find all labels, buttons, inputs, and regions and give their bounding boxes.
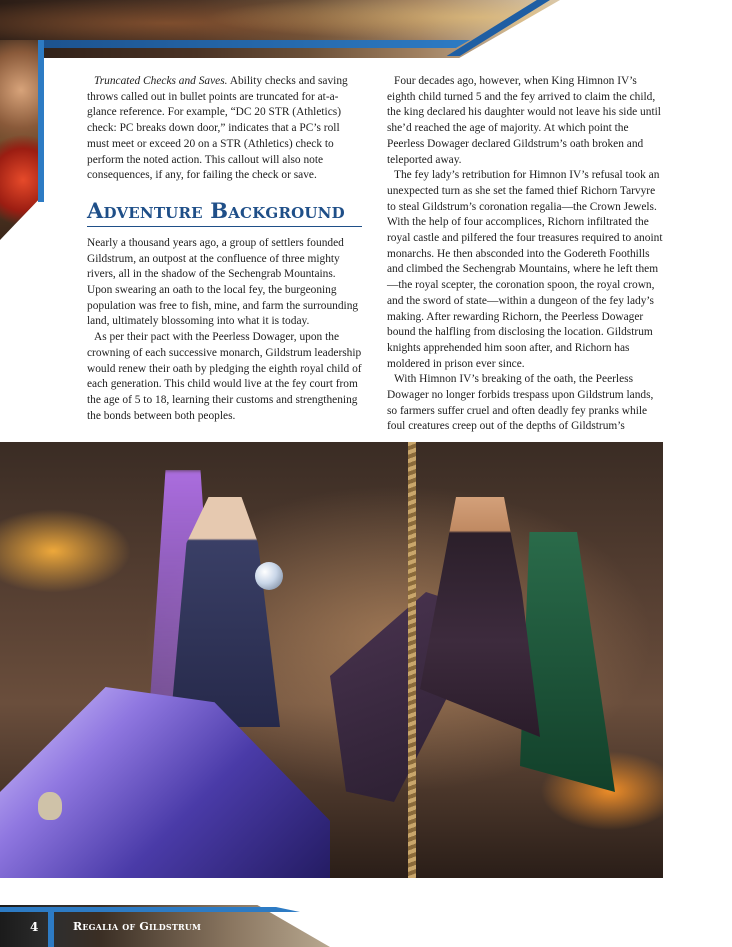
left-column [87, 74, 362, 424]
purple-crystal [0, 687, 330, 878]
skull [38, 792, 62, 820]
fantasy-illustration [0, 442, 663, 878]
right-column [387, 74, 663, 435]
run-in-heading: Truncated Checks and Saves. [94, 75, 228, 87]
body-paragraph: With Himnon IV’s breaking of the oath, the Peerless Dowager no longer forbids trespass upon Gildstrum lands, so farmers suffer cruel and often deadly fey pranks while foul creatures creep out of the depths of Gildstrum’s [387, 373, 654, 433]
side-blue-band [38, 40, 44, 202]
header-illustration [0, 0, 560, 58]
header-blue-band [0, 40, 470, 48]
intro-paragraph [87, 74, 362, 184]
page-number: 4 [30, 920, 39, 934]
heading-rule [87, 226, 362, 227]
footer-blue-band [0, 907, 300, 912]
climbing-rope [408, 442, 416, 878]
body-paragraph: Nearly a thousand years ago, a group of settlers founded Gildstrum, an outpost at the confluence of three mighty rivers, all in the shadow of the Sechengrab Mountains. Upon swearing an oath to the local fey, the burgeoning population was free to fish, mine, and farm the surrounding land, ultimately blossoming into what it is today. [87, 236, 359, 328]
side-illustration [0, 40, 42, 240]
crystal-orb [255, 562, 283, 590]
green-cloak [520, 532, 615, 792]
page-header-art [0, 0, 732, 58]
section-heading: Adventure Background [87, 197, 345, 223]
footer-blue-divider [48, 907, 54, 947]
body-paragraph: The fey lady’s retribution for Himnon IV’s refusal took an unexpected turn as she set the famed thief Richorn Tarvyre to steal Gildstrum’s coronation regalia—the Crown Jewels. With the help of four accomplices, Richorn infiltrated the royal castle and pilfered the four treasures required to anoint monarchs. He then absconded into the Godereth Foothills and climbed the Sechengrab Mountains, where he left them—the royal scepter, the coronation spoon, the royal crown, and the sword of state—within a dungeon of the fey lady’s making. After rewarding Richorn, the Peerless Dowager bound the halfling from disclosing the location. Gildstrum knights apprehended him soon after, and Richorn has moldered in prison ever since. [387, 169, 663, 370]
body-paragraph: As per their pact with the Peerless Dowager, upon the crowning of each successive monarch, Gildstrum leadership would renew their oath by pledging the eighth royal child of each generation. This child would live at the fey court from the age of 5 to 18, learning their customs and strengthening the bonds between both peoples. [87, 331, 362, 422]
page-footer [0, 905, 732, 947]
body-paragraph: Four decades ago, however, when King Himnon IV’s eighth child turned 5 and the fey arrived to claim the child, the king declared his daughter would not leave his side until she’d reached the age of majority. At which point the Peerless Dowager declared Gildstrum’s oath broken and teleported away. [387, 75, 661, 166]
book-title: Regalia of Gildstrum [73, 920, 202, 933]
intro-text: Ability checks and saving throws called out in bullet points are truncated for at-a-glance reference. For example, “DC 20 STR (Athletics) check: PC breaks down door,” indicates that a PC’s roll must meet or exceed 20 on a STR (Athletics) check to perform the noted action. This callout will also note consequences, if any, for failing the check or save. [87, 75, 348, 182]
